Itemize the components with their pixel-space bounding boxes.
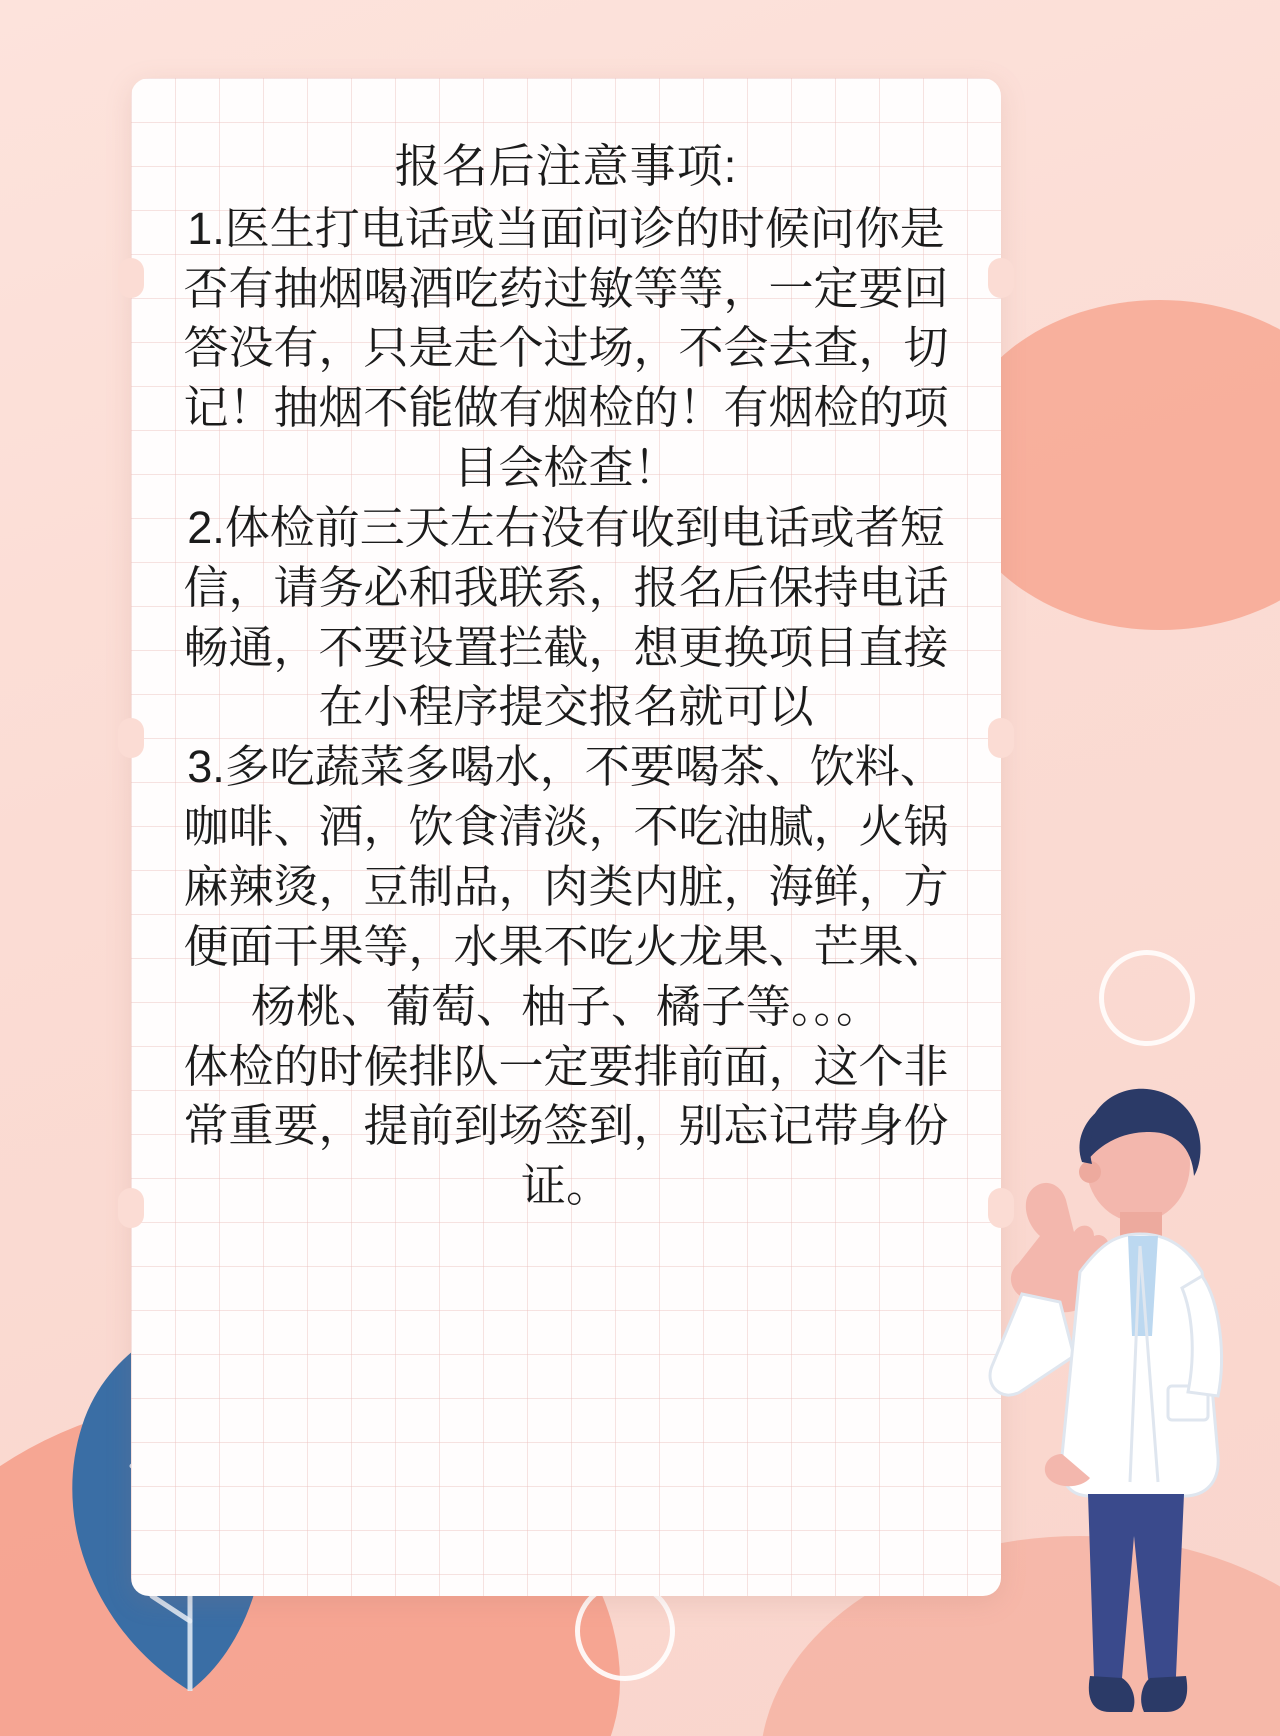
decorative-ring-icon-right [1099, 950, 1195, 1046]
note-paragraph-4: 体检的时候排队一定要排前面，这个非常重要，提前到场签到，别忘记带身份证。 [183, 1040, 949, 1212]
note-paragraph-3: 3.多吃蔬菜多喝水，不要喝茶、饮料、咖啡、酒，饮食清淡，不吃油腻，火锅麻辣烫，豆制品，肉类内脏，海鲜，方便面干果等，水果不吃火龙果、芒果、杨桃、葡萄、柚子、橘子等。。。 [183, 741, 949, 1032]
decorative-ring-icon-bottom [575, 1581, 675, 1681]
page-title: 报名后注意事项: [394, 140, 738, 192]
doctor-illustration [962, 1036, 1262, 1736]
note-paragraph-1: 1.医生打电话或当面问诊的时候问你是否有抽烟喝酒吃药过敏等等，一定要回答没有，只是走个过场，不会去查，切记！抽烟不能做有烟检的！有烟检的项目会检查！ [183, 202, 949, 494]
note-paragraph-2: 2.体检前三天左右没有收到电话或者短信，请务必和我联系，报名后保持电话畅通，不要设置拦截，想更换项目直接在小程序提交报名就可以 [183, 501, 949, 733]
note-content [131, 78, 1001, 1596]
note-card [131, 78, 1001, 1596]
